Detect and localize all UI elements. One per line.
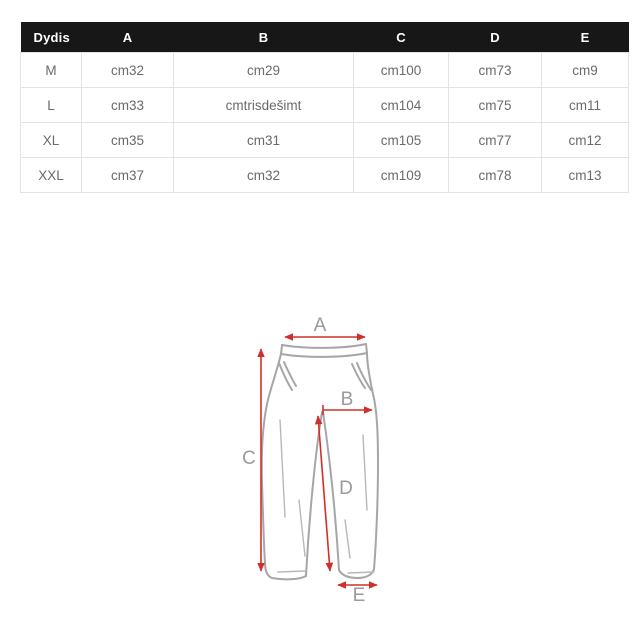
waistband-right-edge: [366, 344, 367, 353]
cell-size: M: [21, 53, 82, 88]
cell-c: cm100: [354, 53, 449, 88]
label-b: B: [340, 389, 354, 410]
left-leg-crease: [280, 420, 285, 517]
cell-size: XL: [21, 123, 82, 158]
cell-b: cmtrisdešimt: [174, 88, 354, 123]
waistband-top-line: [282, 344, 366, 348]
table-header-row: [21, 22, 629, 53]
cell-e: cm11: [542, 88, 629, 123]
measurement-arrows: [261, 337, 377, 585]
cell-d: cm75: [449, 88, 542, 123]
label-c: C: [242, 448, 256, 469]
cell-e: cm9: [542, 53, 629, 88]
waistband-left-edge: [281, 345, 282, 354]
column-header-d: D: [449, 22, 542, 53]
column-header-c: C: [354, 22, 449, 53]
cell-d: cm78: [449, 158, 542, 193]
cell-b: cm32: [174, 158, 354, 193]
column-header-b: B: [174, 22, 354, 53]
label-a: A: [313, 315, 327, 336]
right-leg-hem: [339, 569, 374, 578]
column-header-dydis: Dydis: [21, 22, 82, 53]
cell-e: cm12: [542, 123, 629, 158]
cell-c: cm105: [354, 123, 449, 158]
right-inner-seam: [323, 412, 339, 570]
table-row-xxl: [21, 158, 629, 193]
cell-e: cm13: [542, 158, 629, 193]
cell-d: cm77: [449, 123, 542, 158]
table-row-xl: [21, 123, 629, 158]
cell-size: L: [21, 88, 82, 123]
cell-a: cm33: [82, 88, 174, 123]
waistband-bottom-line: [281, 353, 367, 357]
size-chart-table: [20, 22, 629, 193]
pants-outline: [262, 344, 378, 579]
left-leg-hem: [272, 576, 306, 579]
right-hem-stitch-line: [348, 572, 374, 573]
left-hem-stitch-line: [278, 571, 305, 572]
label-e: E: [352, 585, 366, 606]
left-outer-seam: [262, 354, 281, 578]
table-row-l: [21, 88, 629, 123]
column-header-a: A: [82, 22, 174, 53]
cell-a: cm32: [82, 53, 174, 88]
column-header-e: E: [542, 22, 629, 53]
left-leg-lower-crease: [299, 500, 305, 556]
cell-d: cm73: [449, 53, 542, 88]
label-d: D: [339, 478, 353, 499]
left-pocket-inner-line: [284, 362, 296, 386]
arrow-d: [318, 416, 330, 571]
table-row-m: [21, 53, 629, 88]
right-leg-crease: [363, 435, 367, 510]
pants-measurement-diagram: [233, 310, 397, 610]
cell-c: cm104: [354, 88, 449, 123]
cell-a: cm37: [82, 158, 174, 193]
right-leg-lower-crease: [345, 520, 350, 558]
cell-size: XXL: [21, 158, 82, 193]
cell-c: cm109: [354, 158, 449, 193]
cell-b: cm29: [174, 53, 354, 88]
cell-b: cm31: [174, 123, 354, 158]
cell-a: cm35: [82, 123, 174, 158]
